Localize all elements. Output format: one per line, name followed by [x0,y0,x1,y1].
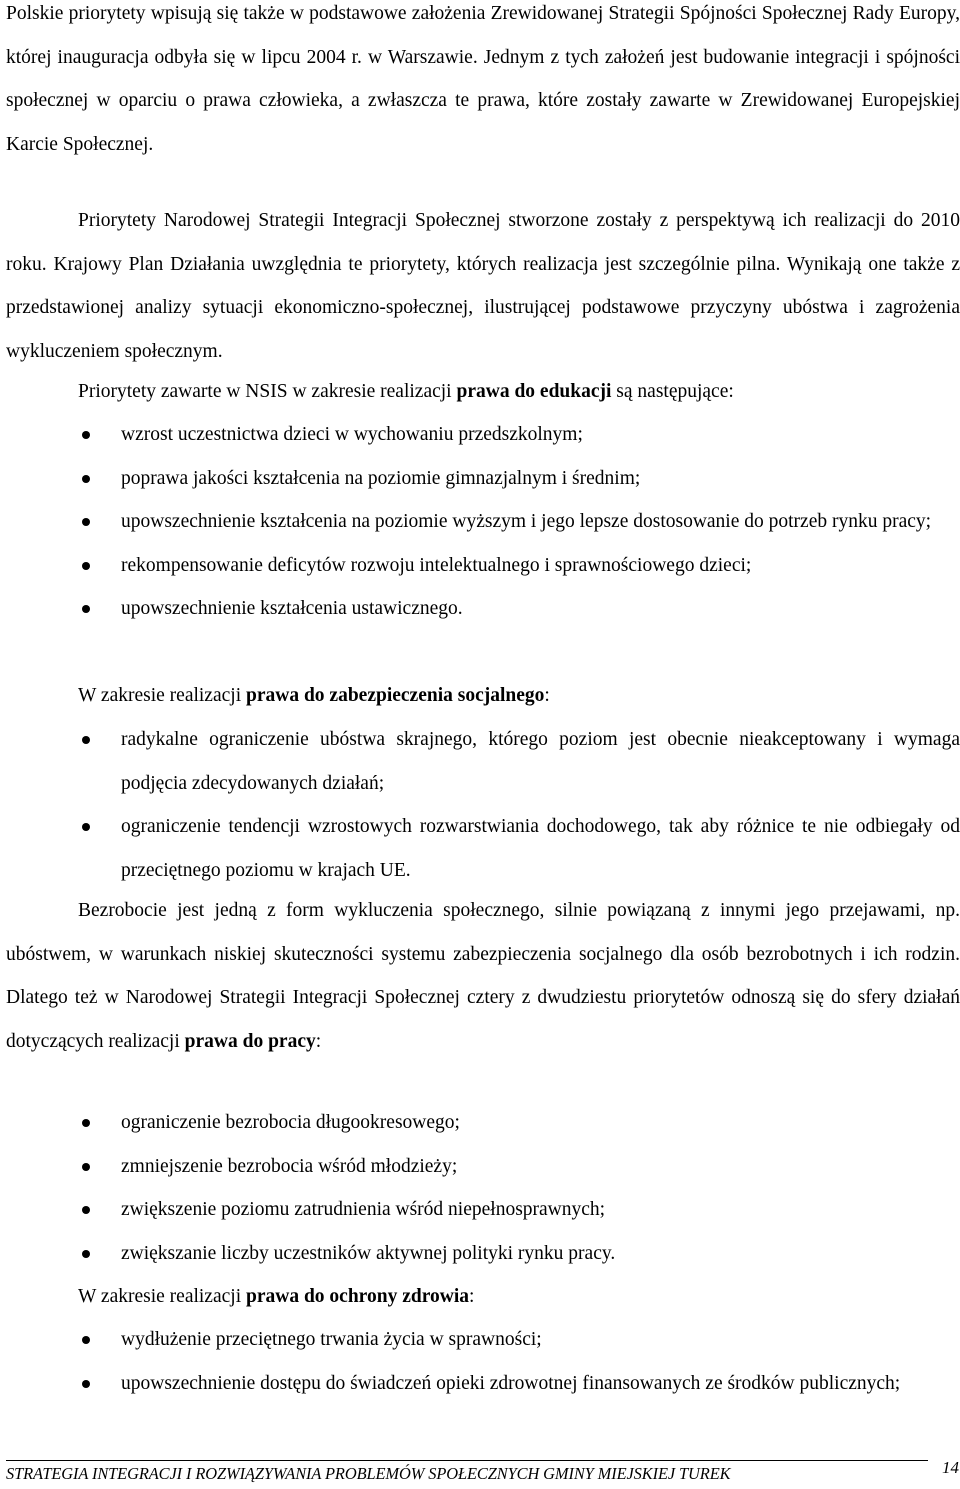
list-item [6,457,960,501]
bullet-icon [82,1380,90,1388]
list-item-text: ograniczenie tendencji wzrostowych rozwarstwiania dochodowego, tak aby różnice te nie odbiegały od przeciętnego poziomu w krajach UE. [121,816,960,881]
paragraph-work-bold: prawa do pracy [184,1030,316,1052]
list-item-text: rekompensowanie deficytów rozwoju intelektualnego i sprawnościowego dzieci; [121,554,752,576]
list-item-text: wzrost uczestnictwa dzieci w wychowaniu przedszkolnym; [121,424,583,445]
list-item-text: zmniejszenie bezrobocia wśród młodzieży; [121,1155,458,1177]
list-item [6,1362,960,1406]
health-intro-text: W zakresie realizacji [78,1286,246,1307]
list-item [6,413,960,457]
paragraph-priorities: Priorytety Narodowej Strategii Integracji Społecznej stworzone zostały z perspektywą ich realizacji do 2010 roku. Krajowy Plan Działania uwzględnia te priorytety, których realizacja jest szczególnie pilna. Wynikają one także z przedstawionej analizy sytuacji ekonomiczno-społecznej, ilustrującej podstawowe przyczyny ubóstwa i zagrożenia wykluczeniem społecznym. [6,210,960,362]
bullet-icon [82,562,90,570]
list-item [6,718,960,805]
list-item [6,1318,960,1362]
list-item [6,1145,960,1189]
list-item-text: ograniczenie bezrobocia długookresowego; [121,1112,460,1133]
page-number: 14 [942,1458,959,1477]
list-item [6,1101,960,1145]
list-item-text: poprawa jakości kształcenia na poziomie gimnazjalnym i średnim; [121,467,641,489]
bullet-icon [82,605,90,613]
list-item [6,1188,960,1232]
bullet-icon [82,1336,90,1344]
bullet-icon [82,1206,90,1214]
footer-rule [6,1460,928,1461]
health-list [6,1318,960,1405]
bullet-icon [82,736,90,744]
education-intro-tail: są następujące: [611,381,734,402]
bullet-icon [82,1119,90,1127]
list-item-text: radykalne ograniczenie ubóstwa skrajnego, którego poziom jest obecnie nieakceptowany i wymaga podjęcia zdecydowanych działań; [121,729,960,794]
paragraph-intro: Polskie priorytety wpisują się także w podstawowe założenia Zrewidowanej Strategii Spójności Społecznej Rady Europy, której inauguracja odbyła się w lipcu 2004 r. w Warszawie. Jednym z tych założeń jest budowanie integracji i spójności społecznej w oparciu o prawa człowieka, a zwłaszcza te prawa, które zostały zawarte w Zrewidowanej Europejskiej Karcie Społecznej. [6,3,960,155]
paragraph-work-text: Bezrobocie jest jedną z form wykluczenia społecznego, silnie powiązaną z innymi jego przejawami, np. ubóstwem, w warunkach niskiej skuteczności systemu zabezpieczenia socjalnego dla osób bezrobotnych i ich rodzin. Dlatego też w Narodowej Strategii Integracji Społecznej cztery z dwudziestu priorytetów odnoszą się do sfery działań dotyczących realizacji [6,900,960,1052]
education-intro-bold: prawa do edukacji [456,381,612,402]
list-item-text: zwiększanie liczby uczestników aktywnej polityki rynku pracy. [121,1242,616,1264]
footer-title: STRATEGIA INTEGRACJI I ROZWIĄZYWANIA PROBLEMÓW SPOŁECZNYCH GMINY MIEJSKIEJ TUREK [6,1464,731,1483]
health-intro-tail: : [469,1286,475,1307]
work-list [6,1101,960,1275]
social-security-intro-bold: prawa do zabezpieczenia socjalnego [246,685,545,706]
social-security-intro-text: W zakresie realizacji [78,685,246,706]
list-item [6,1232,960,1276]
list-item [6,587,960,631]
bullet-icon [82,1163,90,1171]
education-intro [6,370,960,414]
education-intro-text: Priorytety zawarte w NSIS w zakresie realizacji [78,381,457,402]
bullet-icon [82,431,90,439]
list-item [6,805,960,892]
education-list [6,413,960,631]
bullet-icon [82,823,90,831]
list-item-text: zwiększenie poziomu zatrudnienia wśród niepełnosprawnych; [121,1199,606,1220]
social-security-intro [6,674,960,718]
list-item-text: upowszechnienie kształcenia ustawicznego. [121,598,463,619]
paragraph-work-tail: : [315,1030,322,1052]
page-footer [6,1455,959,1489]
paragraph-work [6,889,960,1063]
social-security-list [6,718,960,892]
health-intro [6,1275,960,1319]
bullet-icon [82,518,90,526]
list-item-text: wydłużenie przeciętnego trwania życia w sprawności; [121,1329,542,1350]
list-item [6,500,960,544]
bullet-icon [82,475,90,483]
health-intro-bold: prawa do ochrony zdrowia [246,1286,470,1307]
bullet-icon [82,1250,90,1258]
social-security-intro-tail: : [544,685,550,706]
list-item [6,544,960,588]
list-item-text: upowszechnienie dostępu do świadczeń opieki zdrowotnej finansowanych ze środków publicznych; [121,1372,901,1394]
list-item-text: upowszechnienie kształcenia na poziomie wyższym i jego lepsze dostosowanie do potrzeb rynku pracy; [121,511,932,532]
